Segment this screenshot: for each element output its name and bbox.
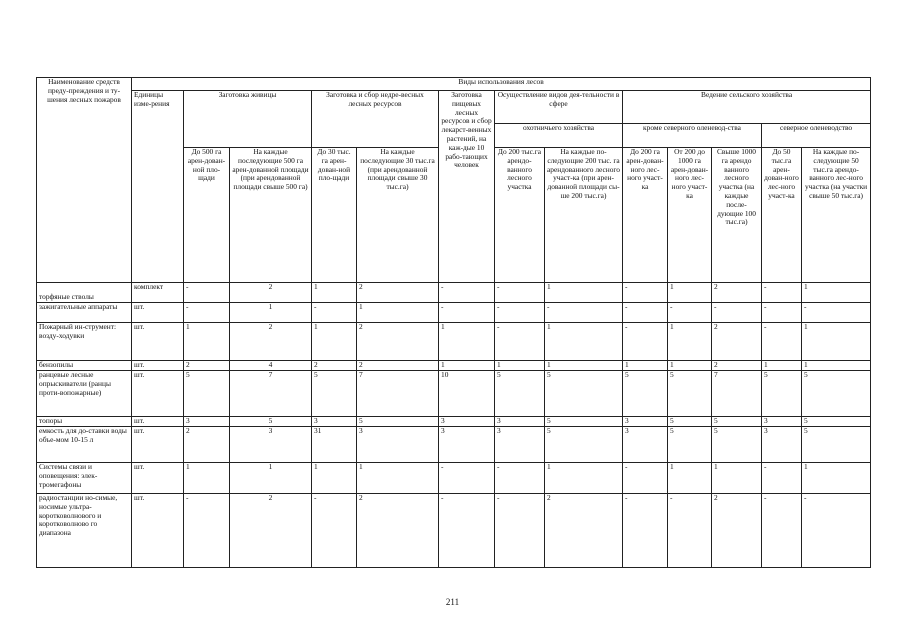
row-value: 3 <box>762 427 802 463</box>
header-sub-cell: До 50 тыс.га арен-дован-ного лес-ного участ-ка <box>762 148 802 283</box>
row-value: - <box>668 494 712 568</box>
row-unit: шт. <box>132 371 184 417</box>
row-value: - <box>184 283 230 303</box>
row-value: - <box>495 323 545 361</box>
row-value: 5 <box>802 417 871 427</box>
header-nonwood: Заготовка и сбор недре-весных лесных ресурсов <box>312 91 439 148</box>
row-value: 3 <box>495 427 545 463</box>
row-value: - <box>495 463 545 494</box>
row-value: 3 <box>184 417 230 427</box>
header-sub-cell: До 30 тыс. га арен-дован-ной пло-щади <box>312 148 357 283</box>
row-name: бензопилы <box>37 361 132 371</box>
row-value: 2 <box>230 283 312 303</box>
row-value: 5 <box>545 427 623 463</box>
row-value: 7 <box>357 371 439 417</box>
fire-equipment-table <box>36 77 871 568</box>
header-hunting: Осуществление видов дея-тельности в сфере <box>495 91 623 124</box>
row-unit: шт. <box>132 417 184 427</box>
row-value: 2 <box>230 323 312 361</box>
row-unit: шт. <box>132 303 184 323</box>
row-value: 1 <box>495 361 545 371</box>
row-value: 3 <box>439 417 495 427</box>
row-value: 5 <box>623 371 668 417</box>
row-value: 2 <box>357 361 439 371</box>
row-value: - <box>668 303 712 323</box>
row-value: 2 <box>184 361 230 371</box>
row-value: 5 <box>802 371 871 417</box>
table-row <box>37 303 871 323</box>
row-value: 3 <box>623 427 668 463</box>
row-value: 5 <box>802 427 871 463</box>
row-value: 5 <box>712 417 762 427</box>
row-value: 1 <box>802 361 871 371</box>
row-value: 4 <box>230 361 312 371</box>
row-value: 1 <box>230 303 312 323</box>
row-value: - <box>439 283 495 303</box>
header-unit-cell: Единицы изме-рения <box>132 91 184 283</box>
row-value: 5 <box>668 371 712 417</box>
header-agri-except: кроме северного оленевод-ства <box>623 124 762 148</box>
row-unit: шт. <box>132 427 184 463</box>
row-unit: шт. <box>132 494 184 568</box>
row-value: - <box>623 303 668 323</box>
row-value: 7 <box>712 371 762 417</box>
row-value: 10 <box>439 371 495 417</box>
row-value: 5 <box>712 427 762 463</box>
row-value: - <box>439 494 495 568</box>
row-value: 1 <box>357 463 439 494</box>
table-row <box>37 323 871 361</box>
row-value: - <box>712 303 762 323</box>
row-name: Системы связи и оповещения: элек-тромегафоны <box>37 463 132 494</box>
row-value: 7 <box>230 371 312 417</box>
row-value: 2 <box>357 323 439 361</box>
header-name-cell: Наименование средств преду-преждения и ту-шения лесных пожаров <box>37 78 132 283</box>
row-value: 5 <box>357 417 439 427</box>
row-value: 3 <box>623 417 668 427</box>
row-value: 1 <box>802 463 871 494</box>
row-value: 1 <box>802 323 871 361</box>
row-value: 1 <box>312 323 357 361</box>
row-value: 1 <box>312 463 357 494</box>
row-value: 1 <box>545 361 623 371</box>
row-unit: шт. <box>132 361 184 371</box>
row-value: 3 <box>439 427 495 463</box>
header-sub-cell: От 200 до 1000 га арен-дован-ного лес-ного участ-ка <box>668 148 712 283</box>
row-name: топоры <box>37 417 132 427</box>
row-value: 2 <box>312 361 357 371</box>
row-value: 1 <box>712 463 762 494</box>
row-value: 2 <box>712 494 762 568</box>
row-value: - <box>623 283 668 303</box>
row-value: 5 <box>545 417 623 427</box>
row-value: 1 <box>668 361 712 371</box>
row-value: 2 <box>545 494 623 568</box>
header-agri-reindeer: северное оленеводство <box>762 124 871 148</box>
row-value: 5 <box>184 371 230 417</box>
header-food: Заготовка пищевых лесных ресурсов и сбор лекарст-венных растений, на каж-дые 10 рабо-тающих человек <box>439 91 495 283</box>
table-row <box>37 463 871 494</box>
row-value: - <box>762 494 802 568</box>
row-value: 5 <box>668 427 712 463</box>
row-value: 1 <box>762 361 802 371</box>
row-value: 3 <box>357 427 439 463</box>
header-sub-cell: На каждые по-следующие 200 тыс. га арендованного лесного участ-ка (при арен-дованной площади сы-ше 200 тыс.га) <box>545 148 623 283</box>
row-value: 5 <box>495 371 545 417</box>
row-value: - <box>439 463 495 494</box>
row-value: 5 <box>668 417 712 427</box>
header-agri: Ведение сельского хозяйства <box>623 91 871 124</box>
row-value: 1 <box>312 283 357 303</box>
row-value: - <box>495 303 545 323</box>
row-unit: шт. <box>132 323 184 361</box>
row-value: - <box>312 303 357 323</box>
row-value: - <box>495 283 545 303</box>
header-sub-cell: До 200 тыс.га арендо-ванного лесного участка <box>495 148 545 283</box>
table-row <box>37 371 871 417</box>
header-resin: Заготовка живицы <box>184 91 312 148</box>
row-value: 5 <box>545 371 623 417</box>
row-value: 1 <box>439 323 495 361</box>
row-value: 2 <box>230 494 312 568</box>
row-value: - <box>623 463 668 494</box>
header-sub-cell: На каждые последующие 500 га арен-дованной площади (при арендованной площади свыше 500 га) <box>230 148 312 283</box>
row-value: 2 <box>357 283 439 303</box>
row-value: 1 <box>668 323 712 361</box>
header-group-title: Виды использования лесов <box>132 78 871 91</box>
row-value: 3 <box>495 417 545 427</box>
row-value: - <box>802 494 871 568</box>
row-value: - <box>802 303 871 323</box>
row-value: 1 <box>545 463 623 494</box>
row-name: Пожарный ин-струмент: возду-ходувки <box>37 323 132 361</box>
row-value: 1 <box>230 463 312 494</box>
row-value: 2 <box>712 323 762 361</box>
row-value: 31 <box>312 427 357 463</box>
row-value: 3 <box>312 417 357 427</box>
header-sub-cell: Свыше 1000 га арендо ванного лесного участка (на каждые после-дующие 100 тыс.га) <box>712 148 762 283</box>
row-value: 2 <box>357 494 439 568</box>
row-value: 1 <box>184 323 230 361</box>
row-name: зажигательные аппараты <box>37 303 132 323</box>
row-name: торфяные стволы <box>37 283 132 303</box>
row-value: - <box>762 283 802 303</box>
row-unit: комплект <box>132 283 184 303</box>
row-value: - <box>762 303 802 323</box>
table-row <box>37 494 871 568</box>
table-row <box>37 417 871 427</box>
table-row <box>37 283 871 303</box>
header-sub-cell: До 200 га арен-дован-ного лес-ного участ-ка <box>623 148 668 283</box>
row-value: - <box>184 303 230 323</box>
row-value: 1 <box>545 323 623 361</box>
header-sub-cell: На каждые последующие 30 тыс.га (при арендованной площади свыше 30 тыс.га) <box>357 148 439 283</box>
row-value: 1 <box>668 283 712 303</box>
page-number: 211 <box>445 597 460 607</box>
row-value: 2 <box>184 427 230 463</box>
row-name: ранцевые лесные опрыскиватели (ранцы проти-вопожарные) <box>37 371 132 417</box>
row-value: - <box>623 494 668 568</box>
table-row <box>37 427 871 463</box>
row-name: радиостанции но-симые, носимые ультра-коротковолнового и коротковолново го диапазона <box>37 494 132 568</box>
row-value: 1 <box>668 463 712 494</box>
row-value: - <box>439 303 495 323</box>
row-value: 1 <box>545 283 623 303</box>
row-value: 1 <box>357 303 439 323</box>
row-value: - <box>495 494 545 568</box>
norms-table-page <box>36 77 870 568</box>
table-body <box>37 283 871 568</box>
row-unit: шт. <box>132 463 184 494</box>
row-value: 1 <box>802 283 871 303</box>
row-value: 3 <box>762 417 802 427</box>
row-value: 5 <box>230 417 312 427</box>
row-name: емкость для до-ставки воды объе-мом 10-15 л <box>37 427 132 463</box>
row-value: 3 <box>230 427 312 463</box>
table-row <box>37 361 871 371</box>
row-value: 1 <box>439 361 495 371</box>
row-value: - <box>545 303 623 323</box>
header-sub-cell: На каждые по-следующие 50 тыс.га арендо-ванного лес-ного участка (на участки свыше 50 тыс.га) <box>802 148 871 283</box>
header-sub-cell: До 500 га арен-дован-ной пло-щади <box>184 148 230 283</box>
row-value: 2 <box>712 361 762 371</box>
row-value: - <box>762 323 802 361</box>
row-value: 1 <box>623 361 668 371</box>
row-value: 1 <box>184 463 230 494</box>
row-value: - <box>762 463 802 494</box>
row-value: 5 <box>312 371 357 417</box>
row-value: - <box>184 494 230 568</box>
row-value: - <box>312 494 357 568</box>
row-value: 5 <box>762 371 802 417</box>
header-hunting-sub: охотничьего хозяйства <box>495 124 623 148</box>
row-value: - <box>623 323 668 361</box>
row-value: 2 <box>712 283 762 303</box>
